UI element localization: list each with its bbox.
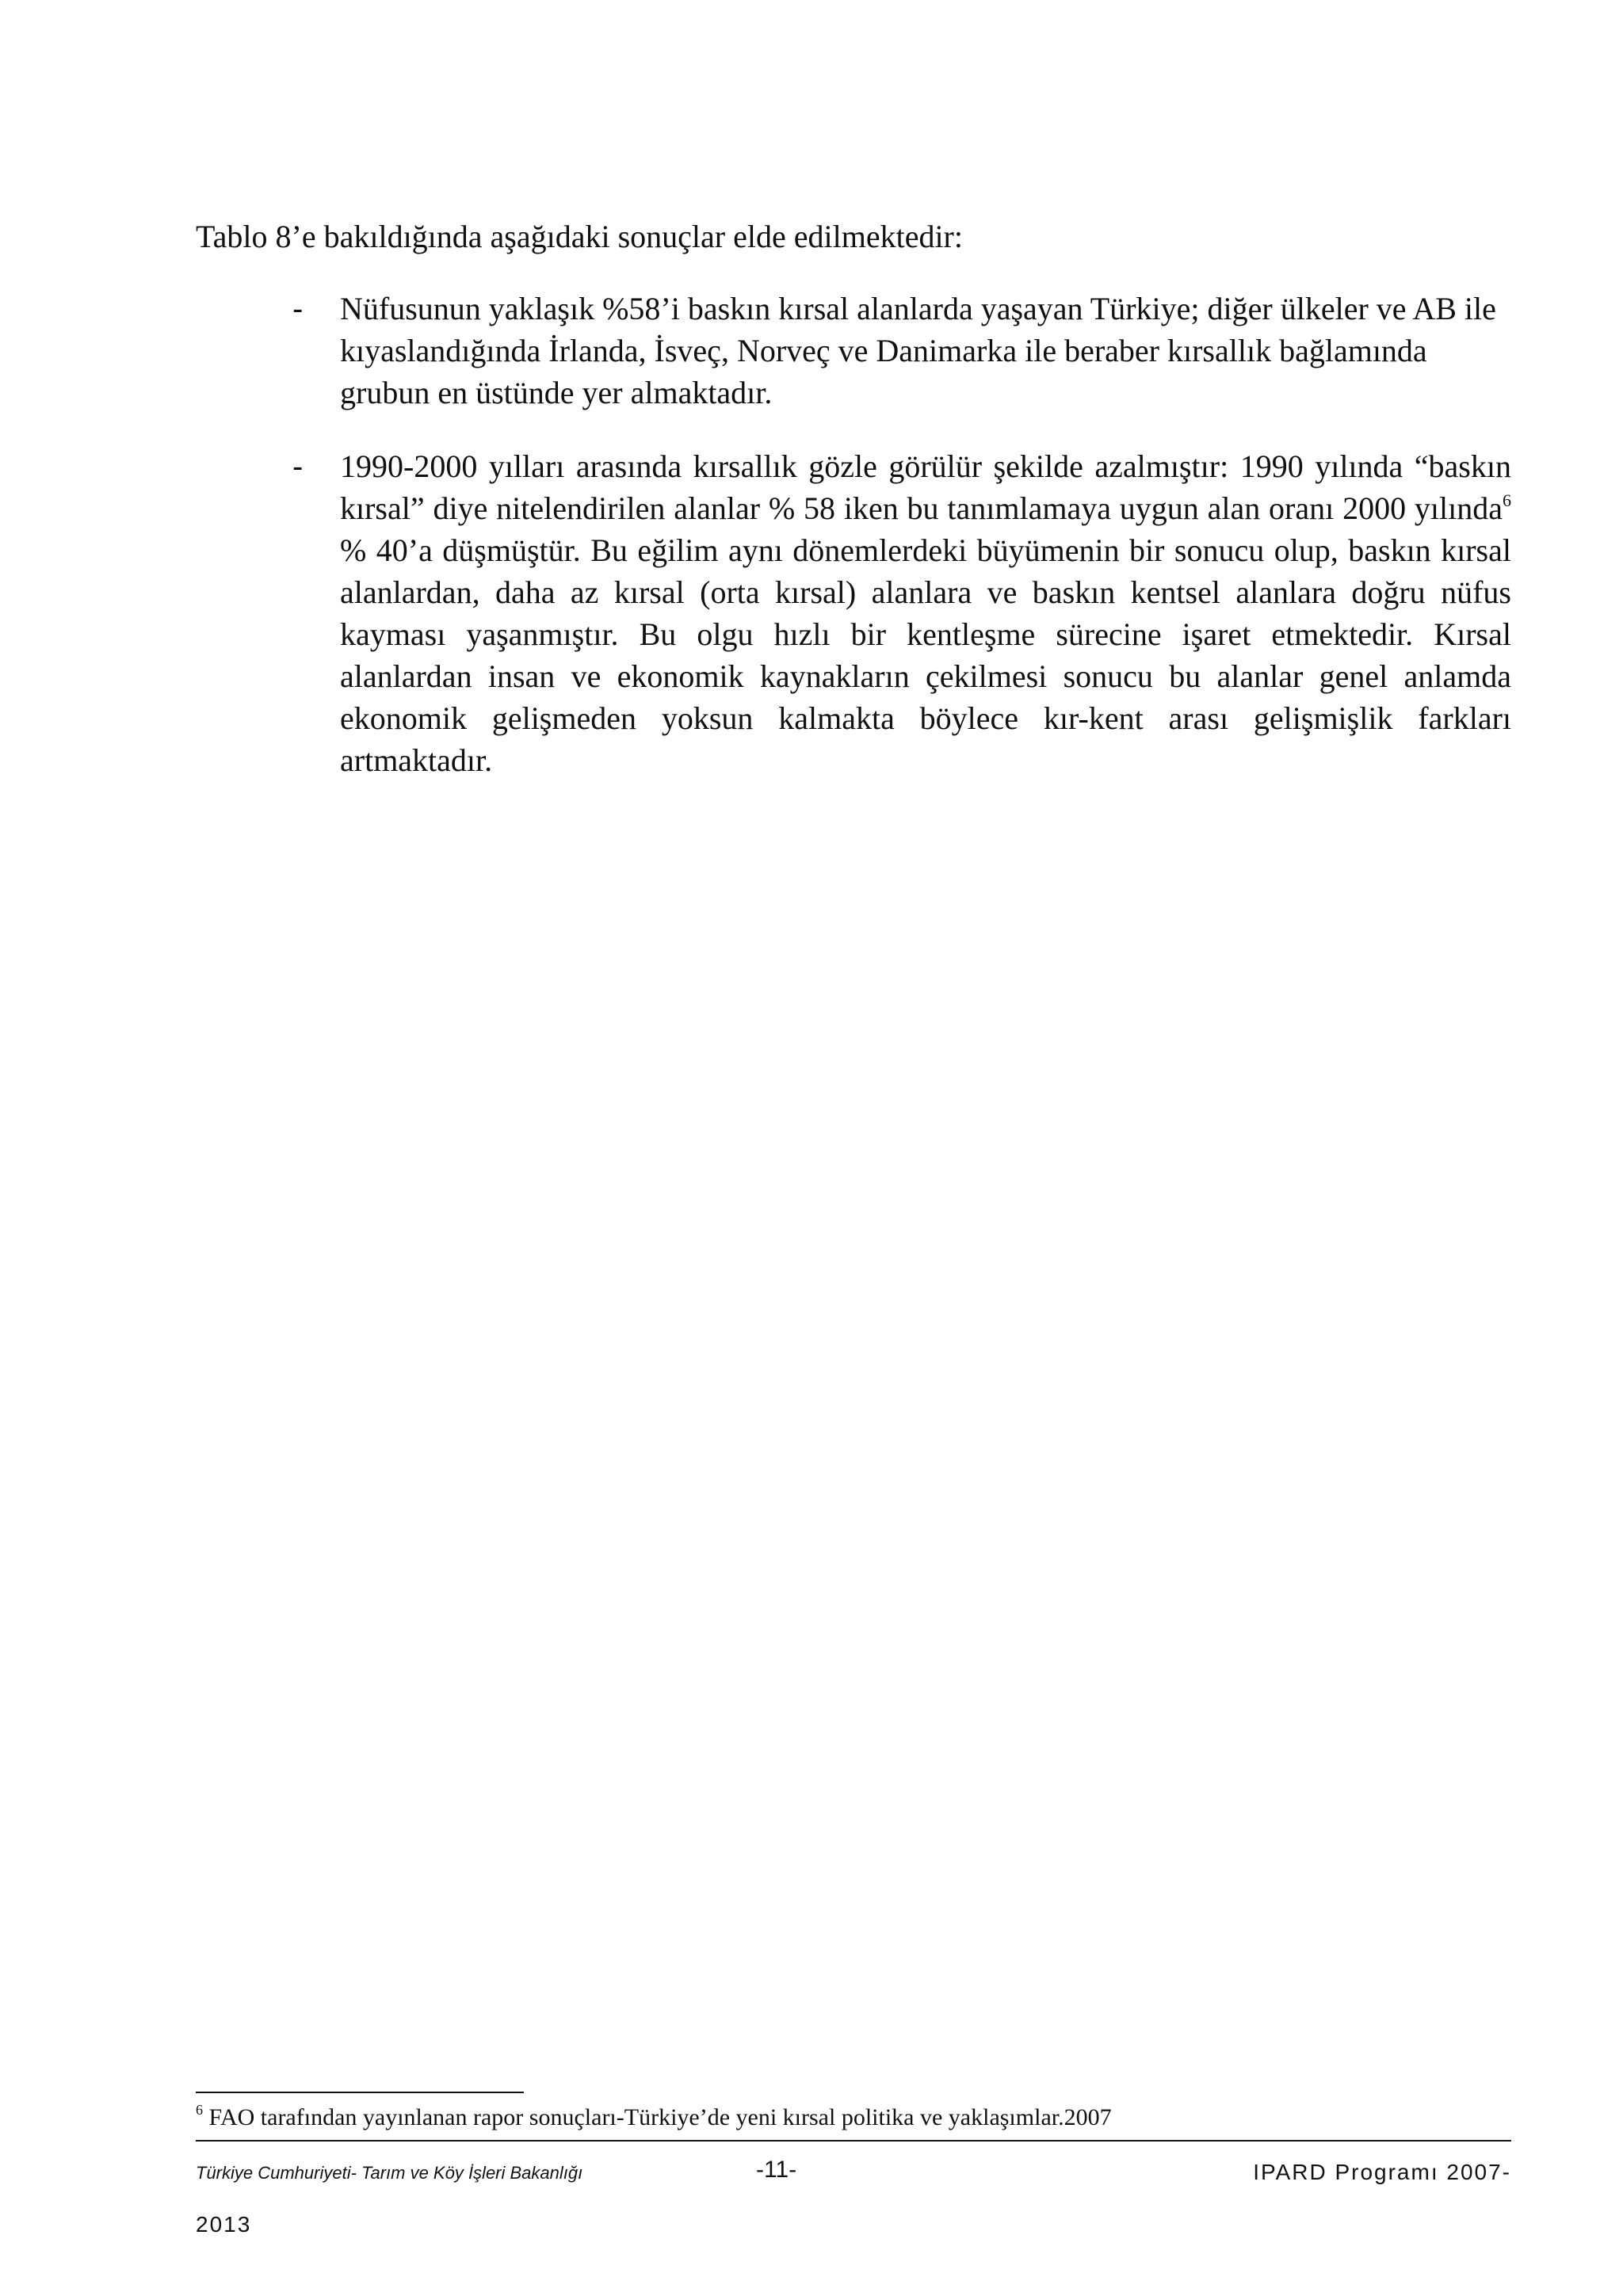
list-item-text-end: % 40’a düşmüştür. Bu eğilim aynı dönemlerdeki büyümenin bir sonucu olup, baskın kırsal alanlardan, daha az kırsal (orta kırsal) alanlara ve baskın kentsel alanlara doğru nüfus kayması yaşanmıştır. Bu olgu hızlı bir kentleşme sürecine işaret etmektedir. Kırsal alanlardan insan ve ekonomik kaynakların çekilmesi sonucu bu alanlar genel anlamda ekonomik gelişmeden yoksun kalmakta böylece kır-kent arası gelişmişlik farkları artmaktadır.	[340, 532, 1511, 778]
page-footer	[196, 2157, 1511, 2188]
footer-ministry: Türkiye Cumhuriyeti- Tarım ve Köy İşleri Bakanlığı	[196, 2163, 583, 2183]
page-number: -11-	[756, 2157, 797, 2183]
footnote	[196, 2103, 1112, 2132]
dash-bullet: -	[292, 449, 304, 484]
dash-bullet: -	[292, 292, 304, 326]
list-item-text	[340, 445, 1511, 781]
list-item-text: Nüfusunun yaklaşık %58’i baskın kırsal alanlarda yaşayan Türkiye; diğer ülkeler ve AB ile kıyaslandığında İrlanda, İsveç, Norveç ve Danimarka ile beraber kırsallık bağlamında grubun en üstünde yer almaktadır.	[340, 291, 1496, 410]
footer-year: 2013	[196, 2212, 252, 2237]
footnote-reference[interactable]: 6	[1503, 490, 1511, 510]
footnote-number: 6	[196, 2102, 203, 2118]
list-item	[196, 288, 1511, 414]
footer-program: IPARD Programı 2007-	[1253, 2160, 1511, 2184]
bullet-list	[196, 288, 1511, 813]
list-item	[196, 445, 1511, 781]
list-item-text-start: 1990-2000 yılları arasında kırsallık gözle görülür şekilde azalmıştır: 1990 yılında “baskın kırsal” diye nitelendirilen alanlar % 58 iken bu tanımlamaya uygun alan oranı 2000 yılında	[340, 448, 1511, 526]
intro-paragraph: Tablo 8’e bakıldığında aşağıdaki sonuçlar elde edilmektedir:	[196, 219, 963, 254]
footer-separator	[196, 2140, 1511, 2142]
footnote-text: FAO tarafından yayınlanan rapor sonuçları-Türkiye’de yeni kırsal politika ve yaklaşımlar.2007	[203, 2104, 1112, 2130]
footnote-separator	[196, 2092, 524, 2093]
